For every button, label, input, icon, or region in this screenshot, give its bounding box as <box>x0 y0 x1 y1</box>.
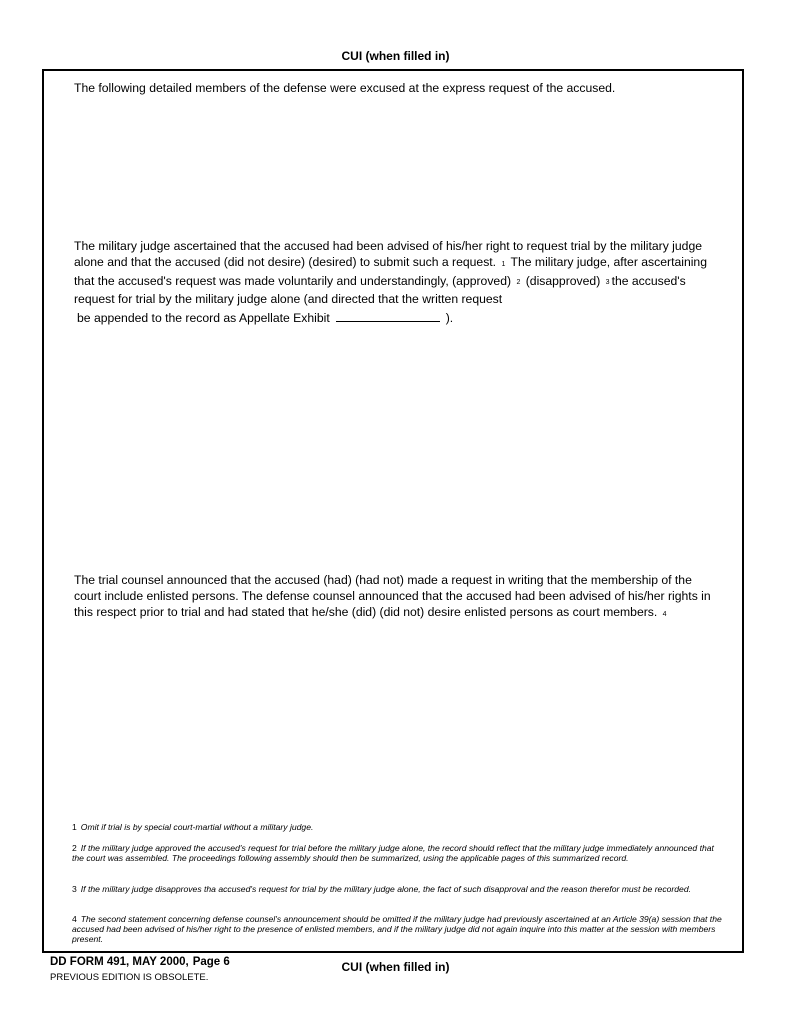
form-frame <box>42 69 744 953</box>
cui-header: CUI (when filled in) <box>341 49 450 63</box>
footnote-ref-1: 1 <box>501 260 506 268</box>
judge-alone-text-1: The military judge ascertained that the accused had been advised of his/her right to request trial by the military judge alone and that the accused (did not desire) (desired) to submit such a request. <box>74 239 703 269</box>
enlisted-members-statement <box>74 572 714 623</box>
footnote-ref-3: 3 <box>605 279 610 286</box>
judge-alone-statement <box>74 238 714 326</box>
footnote-text: Omit if trial is by special court-martial without a military judge. <box>80 822 314 832</box>
form-number: DD FORM 491, MAY 2000, <box>50 956 189 968</box>
footnote-ref-2: 2 <box>516 279 521 286</box>
previous-edition-note: PREVIOUS EDITION IS OBSOLETE. <box>50 972 209 983</box>
page-number: Page 6 <box>192 956 230 968</box>
footnote-text: If the military judge disapproves tha accused's request for trial by the military judge alone, the fact of such disapproval and the reason therefor must be recorded. <box>80 884 692 894</box>
footnote-text: If the military judge approved the accused's request for trial before the military judge alone, the record should reflect that the military judge immediately announced that the court was assembled. The proceedings following assembly should then be summarized, using the applicable pages of this summarized record. <box>72 843 714 863</box>
judge-alone-text-3: (disapproved) <box>525 273 601 288</box>
judge-alone-text-6: ). <box>445 311 454 325</box>
footnote-number: 2 <box>72 843 77 853</box>
appellate-exhibit-blank[interactable] <box>336 311 440 322</box>
footnote-text: The second statement concerning defense counsel's announcement should be omitted if the military judge had previously ascertained at an Article 39(a) session that the accused had been advised of his/her right to the presence of enlisted members, and if the military judge did not again inquire into this matter at the session with members present. <box>72 914 722 944</box>
footnote-number: 1 <box>72 822 77 832</box>
judge-alone-text-2: The military judge, after ascertaining that the accused's request was made voluntarily and understandingly, (approved) <box>74 255 707 288</box>
enlisted-text: The trial counsel announced that the accused (had) (had not) made a request in writing that the membership of the court include enlisted persons. The defense counsel announced that the accused had been advised of his/her rights in this respect prior to trial and had stated that he/she (did) (did not) desire enlisted persons as court members. <box>74 573 711 619</box>
judge-alone-text-4: the accused's request for trial by the military judge alone (and directed that the written request <box>74 273 686 306</box>
appellate-exhibit-line <box>77 310 714 326</box>
excused-members-statement: The following detailed members of the defense were excused at the express request of the accused. <box>74 81 616 95</box>
judge-alone-text-5: be appended to the record as Appellate Exhibit <box>77 311 330 325</box>
footnote-3 <box>72 884 727 894</box>
footnote-4 <box>72 914 727 944</box>
footnote-1 <box>72 822 727 832</box>
footnote-2 <box>72 843 727 863</box>
footnote-number: 3 <box>72 884 77 894</box>
footnote-number: 4 <box>72 914 77 924</box>
cui-footer: CUI (when filled in) <box>341 960 450 974</box>
footnote-ref-4: 4 <box>662 610 667 618</box>
